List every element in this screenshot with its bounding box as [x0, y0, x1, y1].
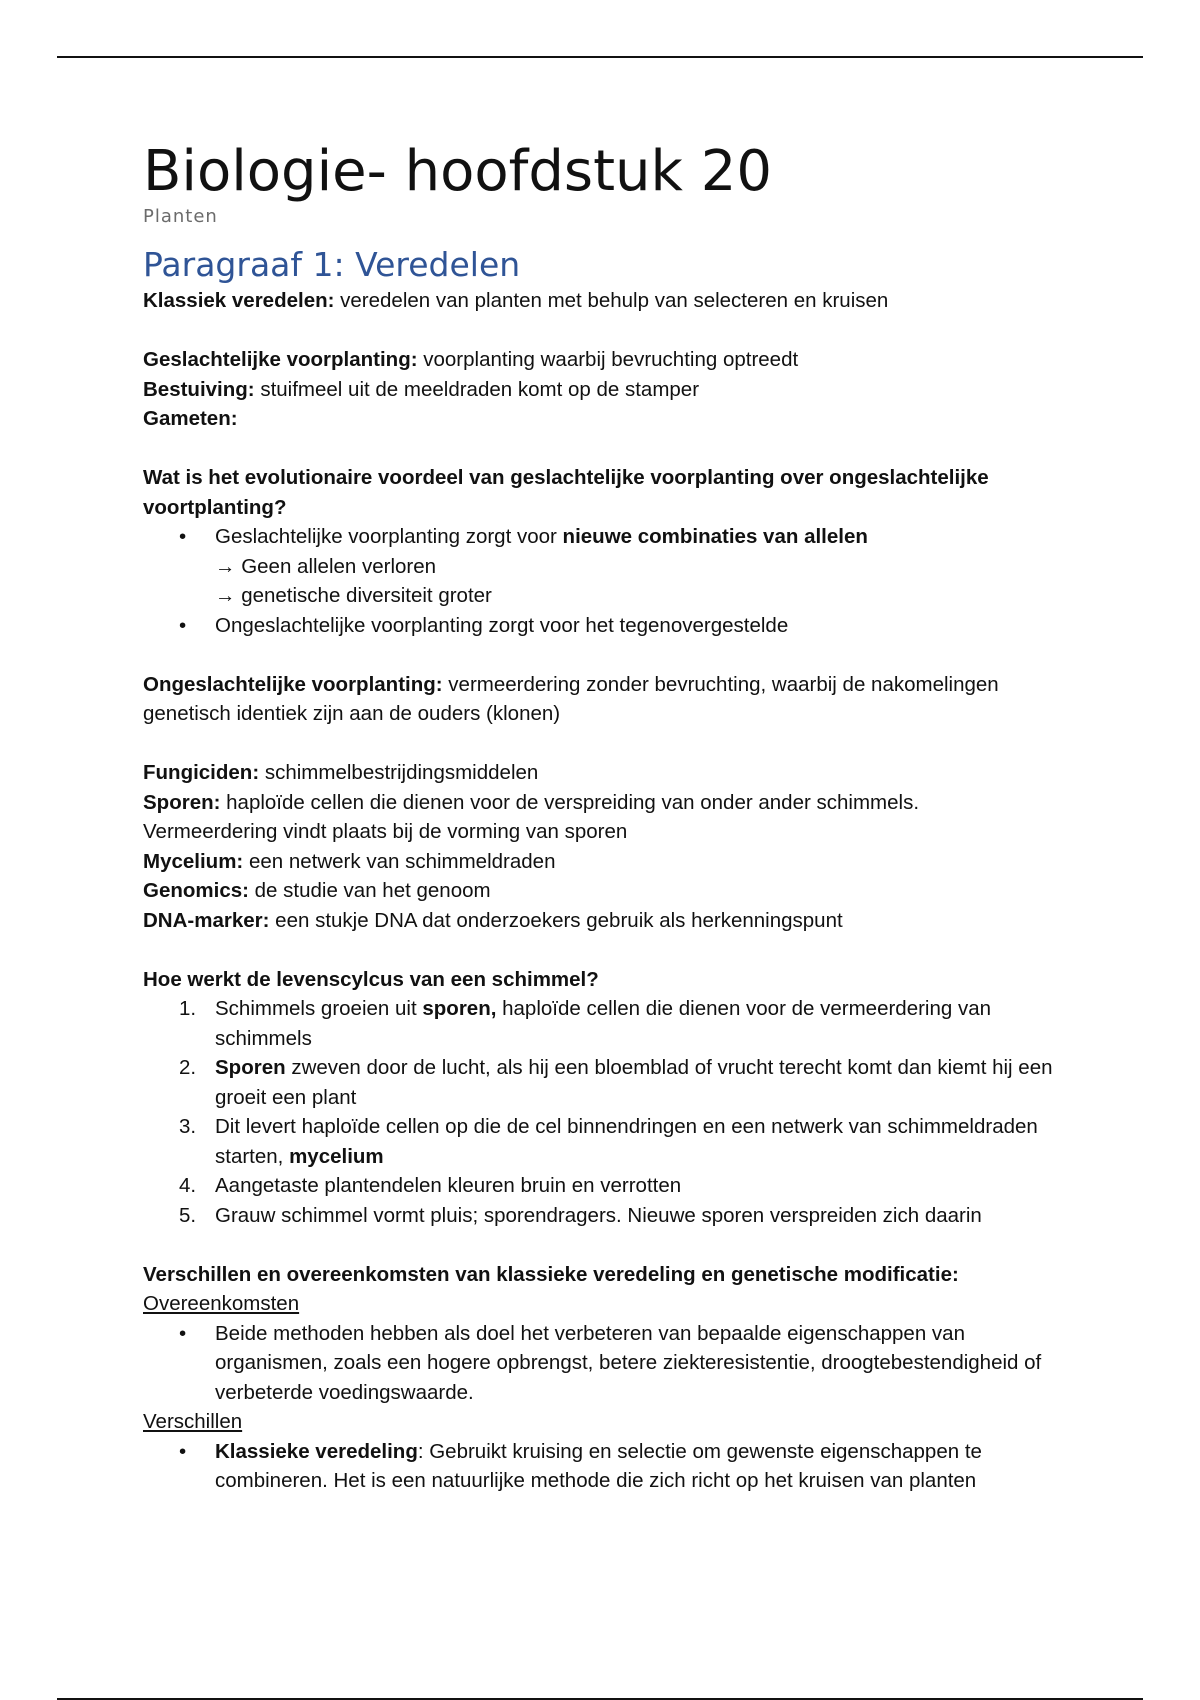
top-rule: [57, 56, 1143, 58]
definition-sporen: Sporen: haploïde cellen die dienen voor de verspreiding van onder ander schimmels.: [143, 790, 920, 814]
question-evolutionair: Wat is het evolutionaire voordeel van geslachtelijke voorplanting over ongeslachtelijke voortplanting?: [143, 466, 989, 519]
definition-geslachtelijk: Geslachtelijke voorplanting: voorplanting waarbij bevruchting optreedt: [143, 348, 799, 371]
question-levenscyclus: Hoe werkt de levenscylcus van een schimmel?: [143, 967, 599, 991]
definition-mycelium: Mycelium: een netwerk van schimmeldraden: [143, 849, 556, 873]
question-verschillen: Verschillen en overeenkomsten van klassieke veredeling en genetische modificatie:: [143, 1262, 959, 1286]
definition-dnamarker: DNA-marker: een stukje DNA dat onderzoekers gebruik als herkenningspunt: [143, 908, 843, 932]
list-item: 1. Schimmels groeien uit sporen, haploïde cellen die dienen voor de vermeerdering van schimmels: [179, 997, 992, 1050]
line-vermeerdering: Vermeerdering vindt plaats bij de vorming van sporen: [143, 820, 628, 843]
document-page: [143, 140, 1063, 1496]
list-item: 2. Sporen zweven door de lucht, als hij een bloemblad of vrucht terecht komt dan kiemt hij een groeit een plant: [179, 1056, 1053, 1109]
definition-ongeslachtelijk: Ongeslachtelijke voorplanting: vermeerdering zonder bevruchting, waarbij de nakomelingen genetisch identiek zijn aan de ouders (klonen): [143, 672, 999, 725]
numbered-list-levenscyclus: [143, 994, 1063, 1230]
definition-fungiciden: Fungiciden: schimmelbestrijdingsmiddelen: [143, 761, 539, 784]
definition-bestuiving: Bestuiving: stuifmeel uit de meeldraden komt op de stamper: [143, 377, 700, 401]
definition-klassiek: Klassiek veredelen: veredelen van planten met behulp van selecteren en kruisen: [143, 289, 889, 312]
verschillen-label: Verschillen: [143, 1410, 243, 1433]
section-heading: Paragraaf 1: Veredelen: [143, 245, 521, 284]
list-item: • Klassieke veredeling: Gebruikt kruising en selectie om gewenste eigenschappen te combineren. Het is een natuurlijke methode die zich richt op het kruisen van planten: [215, 1437, 1063, 1496]
list-item: 5. Grauw schimmel vormt pluis; sporendragers. Nieuwe sporen verspreiden zich daarin: [179, 1203, 982, 1227]
document-subtitle: Planten: [143, 206, 218, 227]
bullet-list-overeenkomsten: [143, 1319, 1063, 1408]
list-item: 4. Aangetaste plantendelen kleuren bruin en verrotten: [179, 1174, 682, 1197]
bullet-list-voordeel: [143, 522, 1063, 640]
list-item: 3. Dit levert haploïde cellen op die de cel binnendringen en een netwerk van schimmeldraden starten, mycelium: [179, 1115, 1038, 1168]
list-item: • Geslachtelijke voorplanting zorgt voor nieuwe combinaties van allelen → Geen allelen verloren → genetische diversiteit groter: [215, 522, 1063, 611]
document-title: Biologie- hoofdstuk 20: [143, 139, 773, 204]
definition-genomics: Genomics: de studie van het genoom: [143, 879, 491, 902]
list-item: • Ongeslachtelijke voorplanting zorgt voor het tegenovergestelde: [215, 611, 1063, 641]
bullet-list-verschillen: [143, 1437, 1063, 1496]
overeenkomsten-label: Overeenkomsten: [143, 1292, 300, 1315]
list-item: • Beide methoden hebben als doel het verbeteren van bepaalde eigenschappen van organismen, zoals een hogere opbrengst, betere ziekteresistentie, droogtebestendigheid of verbeterde voedingswaarde.: [215, 1319, 1063, 1408]
definition-gameten: Gameten:: [143, 407, 238, 430]
